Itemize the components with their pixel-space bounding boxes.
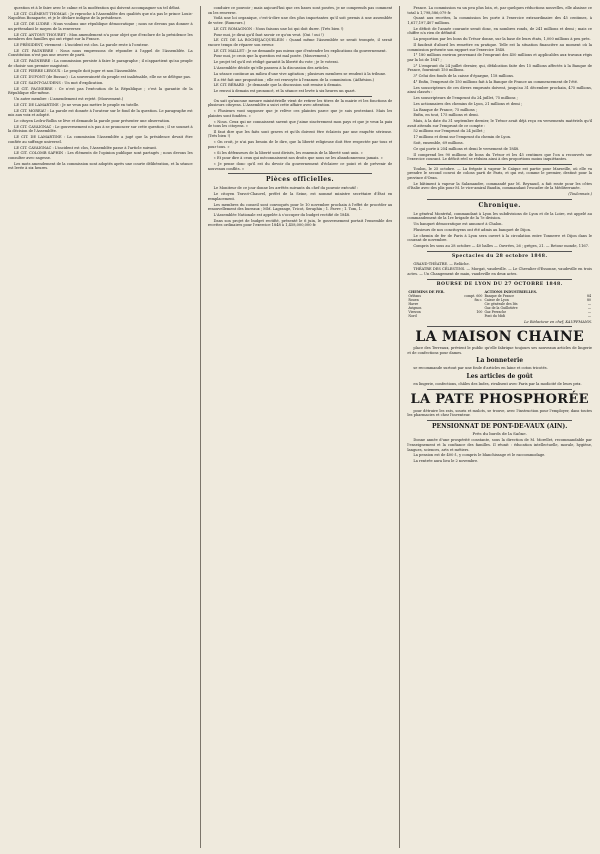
column-left <box>8 6 193 848</box>
article-paragraph: Un autre membre : L'amendement est rejeté. (Mouvement.) <box>14 97 124 102</box>
article-paragraph: Enfin, en tout, 175 millions et demi. <box>413 113 479 118</box>
spectacles-list <box>407 262 592 277</box>
article-paragraph: Pour moi, je dirai qu'il faut savoir ce qu'on veut. (Oui ! oui !) <box>213 32 324 37</box>
article-paragraph: LE CIT. MALLET : Je ne demande pas mieux que d'entendre les explications du gouvernement. <box>213 48 387 53</box>
bourse-cell: — <box>587 313 592 318</box>
editor-signature: Le Rédacteur en chef, KAUFFMANN. <box>524 319 593 324</box>
ad-maison-chaine-title: LA MAISON CHAINE <box>415 329 584 346</box>
bourse-cell: 80 <box>586 297 592 302</box>
article-paragraph: On sait qu'aucune mesure ministérielle vient de retirer les titres de la mairie et les fonctions de plusieurs citoyens. L'Assemblée a suivi cette affaire avec attention. <box>207 98 393 108</box>
bourse-header-industrial: ACTIONS INDUSTRIELLES. <box>484 289 537 294</box>
ad-pensionnat-subtitle: Près du bords de la Saône. <box>472 430 527 436</box>
bourse-cell: Cie générale des lits <box>484 301 518 306</box>
article-paragraph: LE CIT. BÉRARD : Je demande que la discussion soit remise à demain. <box>213 83 342 88</box>
toulon-news: Toulon, le 25 octobre. — La frégate à vapeur le Caïque est partie pour Marseille, où elle va prendre le second convoi de colons parti de Paris, et qui est, comme le premier, destiné pour la province d'Oran. <box>407 166 593 180</box>
article-paragraph: « Je pense donc qu'il est du devoir du gouvernement d'éclairer ce point et de prévenir de nouveaux conflits. » <box>207 162 393 171</box>
ad-bonneterie-title: La bonneterie <box>476 357 524 365</box>
chronique-paragraph: Compris les sous au 28 octobre — 40 balles — Ouvrées, 26 ; grèges, 21. — Retour monde, 1167. <box>413 244 590 249</box>
article-paragraph: question et à le faire avec le calme et la modération qui doivent accompagner un tel débat. <box>14 6 181 10</box>
article-paragraph: La séance continue au milieu d'une vive agitation ; plusieurs membres se rendent à la tribune. <box>213 71 387 76</box>
article-paragraph: Il faut dire que les faits sont graves et qu'ils doivent être éclaircis par une enquête sérieuse. (Très bien !) <box>207 129 393 139</box>
chronique-items <box>407 212 592 249</box>
column-right <box>407 6 592 848</box>
bourse-cell: Pont du Midi <box>484 313 506 318</box>
ad-bonneterie-text: se recommande surtout par une foule d'articles en laine et coton tricotés. <box>413 366 548 371</box>
column-container <box>8 6 592 848</box>
section-rule <box>427 164 572 165</box>
article-paragraph: LE CIT. CAVAIGNAC : Le gouvernement n'a pas à se prononcer sur cette question ; il se soumet à la décision de l'Assemblée. <box>8 124 193 134</box>
article-paragraph: LE CIT. PAGNERRE : La commission persiste à faire le paragraphe ; il n'appartient qu'au peuple de choisir son premier magistrat. <box>8 59 193 68</box>
article-paragraph: LE CIT. DE LUDRE : Nous voulons une république démocratique ; nous ne devons pas donner à un prétendant le moyen de la renverser. <box>8 22 193 31</box>
chronique-paragraph: Un banquet démocratique est annoncé à Chalon. <box>413 222 503 227</box>
official-section-title: Pièces officielles. <box>265 176 335 184</box>
spectacle-item: GRAND-THÉATRE. — Relâche. <box>413 261 470 266</box>
article-paragraph: Il faudrait d'abord les remettre en pratique. Telle est la situation financière au moment où la commission présente son rapport sur l'exercice 1848. <box>407 42 593 52</box>
bourse-cell: compt. 600 <box>464 293 483 298</box>
bourse-cell: Vierzon <box>408 309 421 314</box>
toulon-news-2: Le bâtiment à vapeur la Salamandre, commandé par M. Reynaud, a fait route pour les côtes d'Italie avec des plis pour M. le vice-amiral Baudin, commandant l'escadre de la Méditerranée. <box>407 181 593 191</box>
bourse-cell <box>440 314 484 318</box>
official-paragraph: Le citoyen Travot-Chauvel, préfet de la Seine, est nommé ministre secrétaire d'État en remplacement. <box>207 192 393 201</box>
article-paragraph: LE CIT. DUPONT (de Bussac) : La souveraineté du peuple est inaliénable, elle ne se délègue pas. <box>14 75 191 80</box>
bourse-cell: Gaz Perrache <box>484 309 507 314</box>
column-middle <box>208 6 393 848</box>
bourse-cell: Rouen <box>408 297 419 302</box>
official-acts <box>208 186 393 228</box>
chronique-title: Chronique. <box>478 201 521 209</box>
bourse-cell: Caisse de Lyon <box>484 297 509 302</box>
article-paragraph: LE CIT. SAINT-GAUDENS : Un mot d'explication. <box>14 81 104 85</box>
article-paragraph: « Et pour dire à ceux qui méconnaissent nos droits que nous ne les abandonnerons jamais. » <box>213 156 383 161</box>
article-paragraph: « Si les défenseurs de la liberté sont divisés, les ennemis de la liberté sont unis. » <box>213 150 363 155</box>
article-paragraph: Mais, à la date du 31 septembre dernier, le Trésor avait déjà reçu en versements matériels qu'il avait attendu sur l'emprunt de ce compte : <box>407 119 593 128</box>
ad-maison-chaine-text: place des Terreaux, prévient le public qu'elle fabrique toujours ses nouveaux articles de lingerie et de confections pour dames. <box>407 346 593 355</box>
column-divider <box>200 6 201 848</box>
section-rule <box>228 173 373 174</box>
article-paragraph: Il a été fait une proposition ; elle est renvoyée à l'examen de la commission. (Adhésion.) <box>213 77 375 82</box>
section-rule <box>427 279 572 280</box>
article-paragraph: LE CIT. COLOMB SAPHIN : Les éléments de l'opinion publique sont partagés ; nous devons les consulter avec sagesse. <box>8 151 193 160</box>
article-paragraph: 1° 180 millions environ provenant de l'emprunt des 450 millions et applicables aux travaux régis par la loi de 1847 ; <box>407 53 593 62</box>
chronique-paragraph: Plusieurs de nos concitoyens ont été admis au banquet de Dijon. <box>413 227 532 232</box>
bourse-cell: Havre <box>408 301 419 306</box>
article-paragraph: Les souscripteurs de l'emprunt du 24 juillet, 75 millions ; <box>413 95 518 100</box>
bourse-header-railways: CHEMINS DE FER. <box>408 289 445 294</box>
bourse-cell: — <box>587 309 592 314</box>
article-paragraph: LE CIT. CLÉMENT THOMAS : Je reproche à l'Assemblée des qualités que n'a pas le prince Louis-Napoléon Bonaparte, et je le déclare indigne de la présidence. <box>8 11 193 21</box>
section-rule <box>427 389 572 390</box>
ad-articles-gout-text: en lingerie, confections, châles des Indes, rivalisent avec Paris par la modicité de leurs prix. <box>413 381 582 386</box>
article-paragraph: LE CIT. ROMAGNON : Nous faisons une loi qui doit durer. (Très bien !) <box>213 26 344 31</box>
ad-pate-title: LA PATE PHOSPHORÉE <box>410 391 589 407</box>
article-paragraph: LE CIT. DE LA ROCHEJACQUELEIN : Quand même l'Assemblée se serait trompée, il serait encore temps de réparer son erreur. <box>207 38 393 47</box>
article-paragraph: L'Assemblée décide qu'elle passera à la discussion des articles. <box>213 66 330 71</box>
article-paragraph: Il comprend les 90 millions de bons du Trésor et les 45 centimes que l'on a recouvrés sur l'exercice courant. Le déficit réel se réduira ainsi à des proportions moins inquiétantes. <box>407 152 593 162</box>
bourse-cell: fin c. <box>474 297 483 302</box>
article-paragraph: Ce qui porte à 254 millions et demi le versement de 1848. <box>413 146 520 151</box>
official-paragraph: Les membres du conseil sont convoqués pour le 10 novembre prochain à l'effet de procéder au renouvellement des bureaux ; MM. Lagrange, Tricot, Seraphin ; 1. Favre ; 1. Tom, 1. <box>207 202 393 212</box>
article-paragraph: La Banque de France, 75 millions ; <box>413 107 478 112</box>
spectacle-item: THÉATRE DES CÉLESTINS. — Morgat, vaudeville. — Le Chevalier d'Essonne, vaudeville en trois actes. — Un Changement de main, vaudeville en deux actes. <box>407 267 593 276</box>
article-paragraph: Le projet tel qu'il est rédigé garantit la liberté du vote ; je le voterai. <box>213 60 339 65</box>
article-paragraph: Soit, ensemble, 69 millions. <box>413 141 464 146</box>
section-rule <box>427 326 572 327</box>
official-paragraph: Dans son projet de budget rectifié, présenté le 6 juin, le gouvernement portait l'ensemble des recettes ordinaires pour l'exercice 1848 à 1,458,000,000 fr. <box>207 218 393 228</box>
section-rule <box>427 199 572 200</box>
article-paragraph: Les mots amendement de la commission sont adoptés après une courte délibération, et la séance est levée à six heures. <box>8 161 193 171</box>
official-paragraph: L'Assemblée Nationale est appelée à s'occuper du budget rectifié de 1848. <box>213 212 351 217</box>
article-paragraph: LE CIT. MOREAU : La parole est donnée à l'orateur sur le fond de la question. Le paragraphe est mis aux voix et adopté. <box>8 108 193 118</box>
article-paragraph: Les souscripteurs de ces divers emprunts doivent, jusqu'au 31 décembre prochain, 475 millions, ainsi classés : <box>407 85 593 95</box>
bourse-table <box>407 290 592 318</box>
chronique-paragraph: Le chemin de fer de Paris à Lyon sera ouvert à la circulation entre Tonnerre et Dijon dans le courant de novembre. <box>407 233 593 243</box>
article-paragraph: LE CIT. PIERRE LEROUX : Le peuple doit juger et non l'Assemblée. <box>14 69 138 74</box>
article-paragraph: conduire ce pouvoir ; mais aujourd'hui que ces bases sont posées, je ne comprends pas comment on les renverse. <box>207 6 393 15</box>
article-paragraph: 4° Enfin, l'emprunt de 150 millions fait à la Banque de France au commencement de l'été. <box>413 79 579 84</box>
bourse-cell: Banque de France <box>484 293 515 298</box>
article-paragraph: « Plusieurs vont supposer que je relève ces plaintes parce que je suis protestant. Mais les plaintes sont fondées. » <box>207 109 393 118</box>
section-rule <box>228 96 373 97</box>
ad-pate-text: pour détruire les rats, souris et mulots, se trouve, avec l'instruction pour l'employer, dans toutes les pharmacies et chez l'inventeur. <box>407 408 593 418</box>
article-paragraph: Quant aux recettes, la commission les porte à l'exercice extraordinaire des 45 centimes, à 1,617,197,407 millions. <box>407 16 593 25</box>
toulon-source: (Toulonnais.) <box>568 192 593 197</box>
ad-pensionnat-text-2: La pension est de 400 f., y compris le blanchissage et le raccommodage. <box>413 453 546 458</box>
article-paragraph: Voilà une loi organique, c'est-à-dire une des plus importantes qu'il soit permis à une assemblée de voter. (Rumeurs.) <box>207 16 393 25</box>
article-paragraph: LE PRÉSIDENT, vivement : L'incident est clos. La parole reste à l'orateur. <box>14 42 149 47</box>
bourse-cell: Nord <box>408 313 417 318</box>
bourse-cell: Avignon <box>408 305 422 310</box>
article-paragraph: La proportion par les bons du Trésor donne, sur la base de leurs états, 1,000 millions à peu près. <box>413 37 591 42</box>
bourse-body <box>407 294 592 318</box>
bourse-cell: — <box>587 305 592 310</box>
protestant-affair-article <box>208 99 393 172</box>
ad-pensionnat-text: Donne année d'une prospérité constante, sous la direction de M. Morellet, recommandable par l'enseignement et la confiance des familles. Il réunit : éducation intellectuelle, morale, hygiène, langues, sciences, arts et métiers. <box>407 438 593 452</box>
article-paragraph: Le citoyen Ledru-Rollin se lève et demande la parole pour présenter une observation. <box>14 119 171 124</box>
section-rule <box>427 251 572 252</box>
bourse-cell: Gaz de la Guillotière <box>484 305 518 310</box>
article-paragraph: France. La commission va un peu plus loin, et, par quelques réductions nouvelles, elle abaisse ce total à 1,798,586,079 fr. <box>407 6 593 15</box>
article-paragraph: LE CIT. PAGNERRE : Ce n'est pas l'exécution de la République ; c'est la garantie de la République elle-même. <box>8 86 193 96</box>
budget-article <box>407 6 592 162</box>
bourse-cell: 84 <box>586 293 592 298</box>
bourse-row <box>407 314 592 318</box>
official-paragraph: Le Moniteur de ce jour donne les arrêtés suivants du chef du pouvoir exécutif : <box>213 186 359 191</box>
chronique-paragraph: Le général Montréal, commandant à Lyon les subdivisions de Lyon et de la Loire, est appelé au commandement de la 1re brigade de la 7e division. <box>407 211 593 221</box>
bourse-cell: Orléans <box>408 293 421 298</box>
article-paragraph: Pour moi, je crois que la question est mal posée. (Mouvement.) <box>213 54 329 59</box>
ad-articles-gout-title: Les articles de goût <box>466 372 533 380</box>
ad-pensionnat-text-3: La rentrée aura lieu le 2 novembre. <box>413 459 479 464</box>
article-paragraph: 52 millions sur l'emprunt du 24 juillet ; <box>413 129 485 134</box>
article-paragraph: « On croit, je n'ai pas besoin de le dire, que la liberté religieuse doit être respectée par tous et pour tous. » <box>207 140 393 149</box>
article-paragraph: LE CIT. PAGNERRE : Nous nous empressons de répondre à l'appel de l'Assemblée. La Constitution n'est pas une œuvre de parti. <box>8 48 193 58</box>
article-paragraph: LE CIT. DE LAMARTINE : La commission l'Assemblée a jugé que la présidence devait être confiée au suffrage universel. <box>8 135 193 144</box>
column-divider <box>399 6 400 848</box>
bourse-cell: 100 <box>476 309 483 314</box>
ad-pensionnat-title: PENSIONNAT DE PONT-DE-VAUX (AIN). <box>432 422 568 430</box>
article-paragraph: LE CIT. ANTONY THOURET : Mon amendement n'a pour objet que d'exclure de la présidence les membres des familles qui ont régné sur la France. <box>8 32 193 42</box>
bourse-cell: — <box>587 301 592 306</box>
article-paragraph: Le renvoi à demain est prononcé, et la séance est levée à six heures un quart. <box>213 89 356 94</box>
article-paragraph: 17 millions et demi sur l'emprunt du chemin de Lyon. <box>413 135 512 140</box>
article-paragraph: 2° L'emprunt du 24 juillet dernier, qui, défalcation faite des 15 millions affectés à la Banque de France, fournirait 150 millions. <box>407 63 593 73</box>
spectacles-title: Spectacles du 28 octobre 1848. <box>451 253 548 259</box>
article-paragraph: 3° Celui des fonds de la caisse d'épargne, 118 millions. <box>413 74 515 79</box>
article-paragraph: LE CIT. DE LAMARTINE : Je ne veux pas mettre le peuple en tutelle. <box>14 102 140 107</box>
article-paragraph: Le déficit de l'année courante serait donc, en nombres ronds, de 241 millions et demi ; mais ce chiffre n'a rien de définitif. <box>407 26 593 36</box>
article-paragraph: LE CIT. CAVAIGNAC : L'incident est clos, l'Assemblée passe à l'article suivant. <box>14 145 158 150</box>
parliament-report-continued <box>208 6 393 94</box>
bourse-title: BOURSE DE LYON DU 27 OCTOBRE 1848. <box>436 281 563 287</box>
section-rule <box>427 420 572 421</box>
article-paragraph: « Nous. Ceux qui ne connaissent savent que j'aime sincèrement mon pays et que je veux la paix de tous les citoyens. » <box>207 119 393 129</box>
article-paragraph: Les actionnaires des chemins de Lyon, 21 millions et demi ; <box>413 101 523 106</box>
